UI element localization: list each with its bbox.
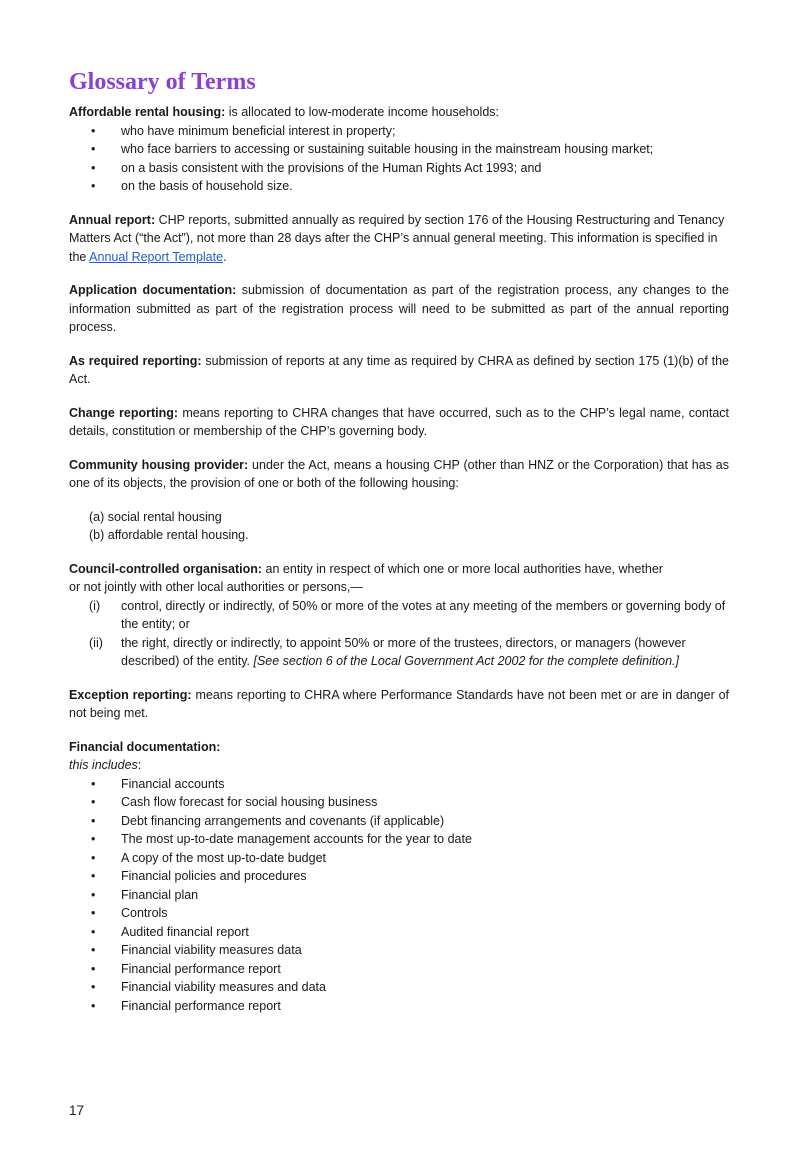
glossary-entry-council-controlled-organisation bbox=[69, 560, 729, 671]
definition-text: submission of reports at any time as required by CHRA as defined by section 175 (1)(b) of the Act. bbox=[69, 353, 729, 386]
glossary-term: Annual report: bbox=[69, 212, 156, 227]
list-item: • The most up-to-date management accounts for the year to date bbox=[69, 830, 729, 849]
definition-text: CHP reports, submitted annually as required by section 176 of the Housing Restructuring and Tenancy Matters Act (“the Act”), not more than 28 days after the CHP’s annual general meeting. This information is specified in the bbox=[69, 212, 725, 264]
definition-text: an entity in respect of which one or more local authorities have, whether bbox=[262, 561, 663, 576]
glossary-entry-change-reporting bbox=[69, 404, 729, 441]
glossary-entry-annual-report bbox=[69, 211, 729, 267]
list-intro bbox=[69, 756, 729, 775]
list-item: • Financial policies and procedures bbox=[69, 867, 729, 886]
entry-definition bbox=[69, 281, 729, 337]
list-intro-text: this includes bbox=[69, 758, 138, 772]
lettered-list bbox=[69, 508, 729, 545]
list-item: • who have minimum beneficial interest in property; bbox=[69, 122, 729, 141]
definition-text-line-2: or not jointly with other local authorities or persons,— bbox=[69, 580, 363, 594]
page-title: Glossary of Terms bbox=[69, 69, 256, 95]
list-item: • Cash flow forecast for social housing business bbox=[69, 793, 729, 812]
list-item: • Financial accounts bbox=[69, 775, 729, 794]
glossary-entry-affordable-rental-housing bbox=[69, 103, 729, 196]
entry-definition bbox=[69, 352, 729, 389]
bullet-list bbox=[69, 122, 729, 196]
list-item: • Financial viability measures data bbox=[69, 941, 729, 960]
glossary-term: Affordable rental housing: bbox=[69, 105, 226, 119]
definition-text: means reporting to CHRA changes that have occurred, such as to the CHP’s legal name, contact details, constitution or membership of the CHP’s governing body. bbox=[69, 405, 729, 438]
definition-text: submission of documentation as part of the registration process, any changes to the information submitted as part of the registration process will need to be submitted as part of the annual reporting process. bbox=[69, 283, 729, 334]
list-item: • on a basis consistent with the provisions of the Human Rights Act 1993; and bbox=[69, 159, 729, 178]
definition-text-end: . bbox=[223, 249, 227, 264]
entry-definition bbox=[69, 560, 729, 579]
definition-text: under the Act, means a housing CHP (other than HNZ or the Corporation) that has as one of its objects, the provision of one or both of the following housing: bbox=[69, 457, 729, 490]
glossary-term: Community housing provider: bbox=[69, 457, 249, 472]
list-intro-colon: : bbox=[137, 758, 142, 772]
list-item: • who face barriers to accessing or sustaining suitable housing in the mainstream housing market; bbox=[69, 140, 729, 159]
list-item: (a) social rental housing bbox=[89, 509, 222, 524]
glossary-term: As required reporting: bbox=[69, 353, 202, 368]
glossary-entry-as-required-reporting bbox=[69, 352, 729, 389]
list-item-text: control, directly or indirectly, of 50% or more of the votes at any meeting of the members or governing body of the entity; or bbox=[121, 598, 726, 631]
list-marker: (i) bbox=[89, 598, 101, 613]
definition-text: means reporting to CHRA where Performance Standards have not been met or are in danger of not being met. bbox=[69, 687, 730, 720]
list-item: • on the basis of household size. bbox=[69, 177, 729, 196]
bullet-list bbox=[69, 775, 729, 1016]
glossary-entry-financial-documentation bbox=[69, 738, 729, 1016]
glossary-entry-community-housing-provider bbox=[69, 456, 729, 545]
list-item: • Controls bbox=[69, 904, 729, 923]
list-item: (b) affordable rental housing. bbox=[89, 528, 249, 542]
list-item-text: the right, directly or indirectly, to appoint 50% or more of the trustees, directors, or managers (however described) of the entity. bbox=[121, 635, 686, 668]
entry-definition bbox=[69, 211, 729, 267]
page-number: 17 bbox=[69, 1103, 85, 1118]
entry-definition bbox=[69, 404, 729, 441]
list-item: • Audited financial report bbox=[69, 923, 729, 942]
glossary-term: Change reporting: bbox=[69, 405, 179, 420]
list-item: • A copy of the most up-to-date budget bbox=[69, 849, 729, 868]
entry-definition bbox=[69, 686, 729, 723]
list-item: • Financial plan bbox=[69, 886, 729, 905]
definition-text: is allocated to low-moderate income households: bbox=[225, 105, 500, 119]
list-item bbox=[69, 597, 729, 634]
glossary-term: Council-controlled organisation: bbox=[69, 561, 263, 576]
list-item: • Financial performance report bbox=[69, 997, 729, 1016]
glossary-term: Application documentation: bbox=[69, 283, 237, 297]
list-marker: (ii) bbox=[89, 635, 103, 650]
reference-note: [See section 6 of the Local Government Act 2002 for the complete definition.] bbox=[253, 654, 679, 668]
glossary-entry-application-documentation bbox=[69, 281, 729, 337]
list-item bbox=[69, 634, 729, 671]
glossary-term: Exception reporting: bbox=[69, 687, 192, 702]
entry-definition bbox=[69, 456, 729, 493]
glossary-term: Financial documentation: bbox=[69, 739, 221, 754]
entry-definition bbox=[69, 103, 729, 122]
page-content bbox=[69, 64, 729, 1030]
glossary-entry-exception-reporting bbox=[69, 686, 729, 723]
list-item: • Debt financing arrangements and covenants (if applicable) bbox=[69, 812, 729, 831]
list-item: • Financial performance report bbox=[69, 960, 729, 979]
numbered-list bbox=[69, 597, 729, 671]
annual-report-template-link[interactable]: Annual Report Template bbox=[89, 249, 224, 264]
list-item: • Financial viability measures and data bbox=[69, 978, 729, 997]
